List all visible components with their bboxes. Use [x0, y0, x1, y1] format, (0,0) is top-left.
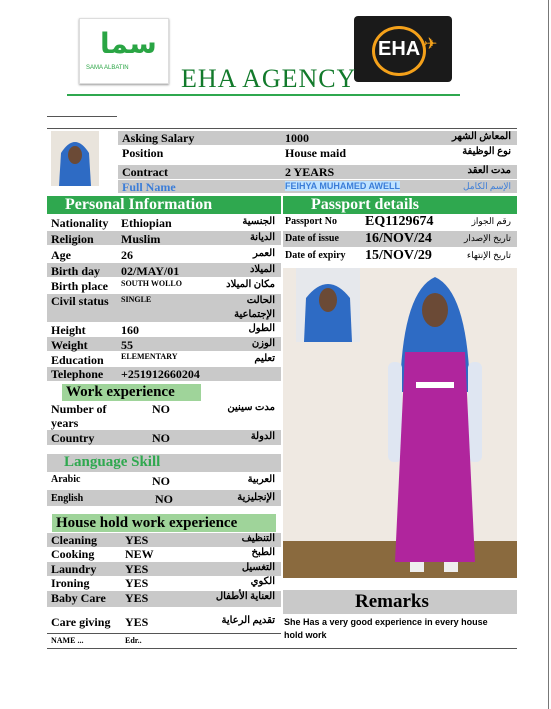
cleaning-value: YES	[125, 533, 149, 547]
education-label: Education	[51, 353, 104, 367]
weight-ar: الوزن	[251, 338, 275, 349]
expiry-date-label: Date of expiry	[285, 250, 346, 261]
position-label: Position	[122, 146, 164, 160]
footer-rule-bottom	[47, 648, 517, 649]
birthplace-label: Birth place	[51, 279, 108, 293]
height-ar: الطول	[248, 323, 275, 334]
asking-salary-label: Asking Salary	[122, 131, 195, 145]
english-ar: الإنجليزية	[237, 492, 275, 503]
personal-info-title: Personal Information	[47, 196, 281, 214]
sama-logo	[79, 18, 169, 84]
religion-label: Religion	[51, 232, 94, 246]
passport-no-ar: رقم الجواز	[471, 216, 511, 226]
passport-title: Passport details	[283, 196, 517, 214]
passport-no-value: EQ1129674	[365, 214, 434, 229]
laundry-value: YES	[125, 562, 149, 576]
full-body-figure	[380, 272, 490, 578]
expiry-date-ar: تاريخ الإنتهاء	[466, 250, 511, 260]
work-experience-title: Work experience	[62, 384, 201, 401]
passport-no-label: Passport No	[285, 216, 337, 227]
education-value: ELEMENTARY	[121, 352, 178, 361]
work-years-ar: مدت سينين	[227, 402, 275, 413]
work-years-label: Number of years	[51, 402, 107, 430]
telephone-value: +251912660204	[121, 367, 200, 381]
name-label: NAME ...	[51, 636, 84, 645]
agency-title: EHA AGENCY	[181, 64, 357, 93]
birthplace-ar: مكان الميلاد	[226, 279, 275, 290]
weight-value: 55	[121, 338, 133, 352]
arabic-ar: العربية	[247, 474, 275, 485]
full-name-ar: الإسم الكامل	[462, 181, 511, 191]
contract-label: Contract	[122, 165, 168, 179]
top-rule	[47, 116, 117, 117]
full-name-label: Full Name	[122, 180, 176, 194]
care-giving-ar: تقديم الرعاية	[221, 615, 275, 626]
nationality-value: Ethiopian	[121, 216, 172, 230]
plane-icon: ✈	[424, 36, 438, 53]
civil-status-label: Civil status	[51, 294, 109, 308]
baby-care-ar: العناية الأطفال	[215, 591, 275, 602]
nationality-ar: الجنسية	[242, 216, 275, 227]
birthday-label: Birth day	[51, 264, 101, 278]
english-label: English	[51, 493, 84, 504]
edr-label: Edr..	[125, 636, 142, 645]
issue-date-ar: تاريخ الإصدار	[463, 233, 511, 243]
cooking-value: NEW	[125, 547, 154, 561]
religion-value: Muslim	[121, 232, 161, 246]
work-years-value: NO	[152, 402, 170, 416]
weight-label: Weight	[51, 338, 88, 352]
age-label: Age	[51, 248, 71, 262]
position-value: House maid	[285, 146, 347, 160]
telephone-label: Telephone	[51, 367, 104, 381]
civil-status-ar: الحالت الإجتماعية	[234, 295, 275, 320]
height-label: Height	[51, 323, 86, 337]
nationality-label: Nationality	[51, 216, 109, 230]
care-giving-value: YES	[125, 615, 149, 629]
full-name-value: FEIHYA MUHAMED AWELL	[285, 181, 401, 191]
birthday-value: 02/MAY/01	[121, 264, 180, 278]
care-giving-label: Care giving	[51, 615, 111, 629]
cooking-label: Cooking	[51, 547, 95, 561]
asking-salary-value: 1000	[285, 131, 309, 145]
cleaning-label: Cleaning	[51, 533, 98, 547]
household-title: House hold work experience	[52, 514, 276, 532]
birthplace-value: SOUTH WOLLO	[121, 279, 182, 288]
ironing-value: YES	[125, 576, 149, 590]
contract-value: 2 YEARS	[285, 165, 335, 179]
baby-care-label: Baby Care	[51, 591, 106, 605]
remarks-text: She Has a very good experience in every house hold work	[284, 617, 488, 640]
laundry-label: Laundry	[51, 562, 97, 576]
issue-date-value: 16/NOV/24	[365, 231, 432, 246]
ironing-label: Ironing	[51, 576, 90, 590]
contract-ar: مدت العقد	[467, 165, 511, 176]
work-country-ar: الدولة	[250, 431, 275, 442]
work-country-label: Country	[51, 431, 95, 445]
table-top-rule	[47, 128, 517, 129]
sama-logo-sub: SAMA ALBATIN	[86, 65, 129, 71]
eha-logo-text: EHA	[378, 38, 421, 60]
birthday-ar: الميلاد	[249, 264, 275, 275]
education-ar: تعليم	[254, 353, 275, 364]
age-ar: العمر	[253, 248, 275, 259]
language-title: Language Skill	[64, 454, 161, 470]
position-ar: نوع الوظيفة	[462, 146, 511, 157]
profile-photo	[51, 131, 99, 186]
baby-care-value: YES	[125, 591, 149, 605]
issue-date-label: Date of issue	[285, 233, 339, 244]
page-border-right	[548, 0, 549, 709]
expiry-date-value: 15/NOV/29	[365, 248, 432, 263]
sama-logo-text: سما	[100, 27, 157, 60]
religion-ar: الديانة	[249, 232, 275, 243]
remarks-title: Remarks	[355, 591, 429, 612]
english-value: NO	[155, 492, 173, 506]
arabic-label: Arabic	[51, 474, 81, 485]
ironing-ar: الكوي	[250, 576, 275, 587]
civil-status-value: SINGLE	[121, 295, 152, 304]
laundry-ar: التغسيل	[241, 562, 275, 573]
arabic-value: NO	[152, 474, 170, 488]
footer-rule-top	[47, 633, 281, 634]
passport-photo	[296, 268, 360, 342]
header-rule	[67, 94, 460, 96]
height-value: 160	[121, 323, 139, 337]
work-country-value: NO	[152, 431, 170, 445]
cleaning-ar: التنظيف	[241, 533, 275, 544]
eha-logo	[354, 16, 452, 82]
cooking-ar: الطبخ	[251, 547, 275, 558]
age-value: 26	[121, 248, 133, 262]
asking-salary-ar: المعاش الشهر	[451, 131, 511, 142]
